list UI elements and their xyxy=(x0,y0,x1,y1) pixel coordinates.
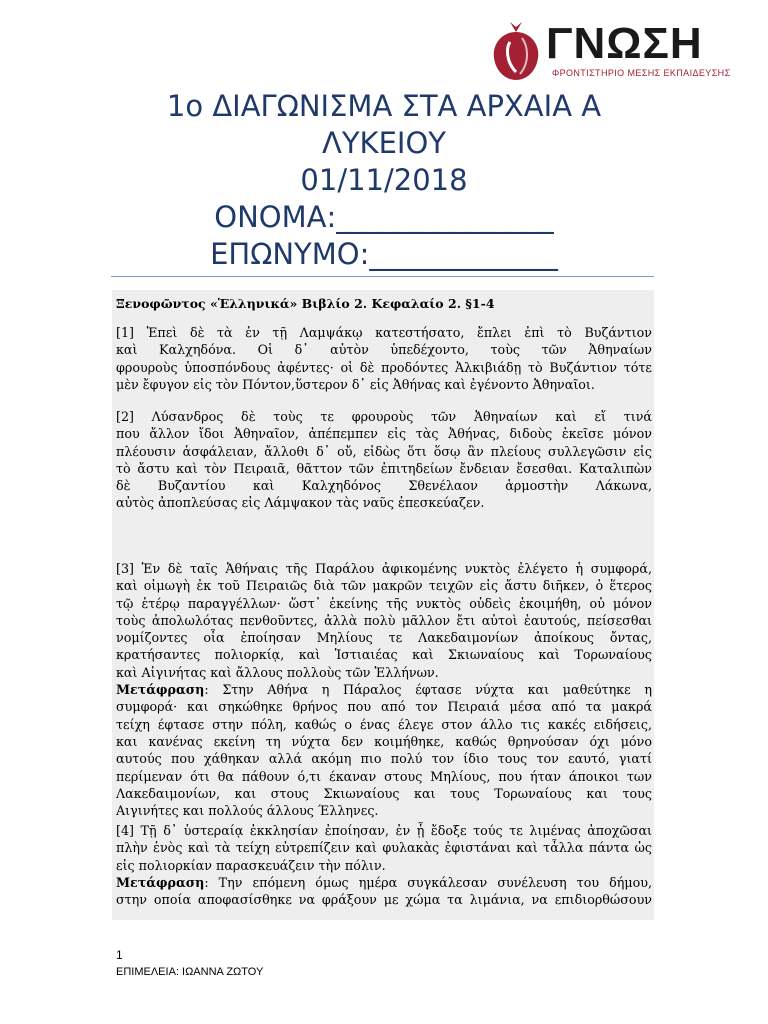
text-line: εἰς πολιορκίαν παρασκευάζειν τὴν πόλιν. xyxy=(116,857,386,873)
translation-label: Μετάφραση xyxy=(116,682,205,698)
paragraph-2 xyxy=(116,408,652,512)
text-line: δὲ Βυζαντίου καὶ Καλχηδόνος Σθενέλαον ἁρμοστὴν Λάκωνα, xyxy=(116,478,652,494)
text-line: τὸ ἄστυ καὶ τὸν Πειραιᾶ, θᾶττον τῶν ἐπιτηδείων ἔνδειαν ἔσεσθαι. Καταλιπὼν xyxy=(116,460,652,476)
source-heading: Ξενοφῶντος «Ἑλληνικά» Βιβλίο 2. Κεφαλαίο 2. §1-4 xyxy=(116,296,495,311)
title-divider xyxy=(111,276,654,277)
logo-name: ΓΝΩΣΗ xyxy=(546,19,703,68)
translation-line: τείχη έφτασε στην πόλη, καθώς ο ένας έλεγε στον άλλο τις κακές ειδήσεις, xyxy=(116,716,652,732)
surname-field-label: ΕΠΩΝΥΜΟ:_____________ xyxy=(210,237,558,271)
text-line: αὐτὸς ἀποπλεύσας εἰς Λάμψακον τὰς ναῦς ἐπεσκεύαζεν. xyxy=(116,495,485,511)
text-line: πλὴν ἑνὸς καὶ τὰ τείχη εὐτρεπίζειν καὶ φυλακὰς ἐφιστάναι καὶ τἆλλα πάντα ὡς xyxy=(116,840,652,856)
text-line: που ἄλλον ἴδοι Ἀθηναῖον, ἀπέπεμπεν εἰς τὰς Ἀθήνας, διδοὺς ἐκεῖσε μόνον xyxy=(116,426,652,442)
translation-line: και κανένας εκείνη τη νύχτα δεν κοιμήθηκε, καθώς θρηνούσαν όχι μόνο xyxy=(116,733,652,749)
text-line: καὶ οἰμωγὴ ἐκ τοῦ Πειραιῶς διὰ τῶν μακρῶν τειχῶν εἰς ἄστυ διῆκεν, ὁ ἕτερος xyxy=(116,578,652,594)
text-line: καὶ Αἰγινήτας καὶ ἄλλους πολλοὺς τῶν Ἑλλήνων. xyxy=(116,664,439,680)
translation-line: Αιγινήτες και πολλούς άλλους Έλληνες. xyxy=(116,803,379,819)
logo-subtitle: ΦΡΟΝΤΙΣΤΗΡΙΟ ΜΕΣΗΣ ΕΚΠΑΙΔΕΥΣΗΣ xyxy=(552,68,731,78)
paragraph-3 xyxy=(116,560,652,819)
text-line: καὶ Καλχηδόνα. Οἱ δ᾽ αὐτὸν ὑπεδέχοντο, τοὺς τῶν Ἀθηναίων xyxy=(116,342,652,358)
page-number: 1 xyxy=(116,948,123,962)
text-line: [3] Ἐν δὲ ταῖς Ἀθήναις τῆς Παράλου ἀφικομένης νυκτὸς ἐλέγετο ἡ συμφορά, xyxy=(116,561,652,576)
pomegranate-logo-icon xyxy=(486,18,546,84)
text-line: [1] Ἐπεὶ δὲ τὰ ἐν τῇ Λαμψάκῳ κατεστήσατο, ἔπλει ἐπὶ τὸ Βυζάντιον xyxy=(116,325,652,340)
editor-credit: ΕΠΙΜΕΛΕΙΑ: ΙΩΑΝΝΑ ΖΩΤΟΥ xyxy=(116,966,264,978)
translation-line: αυτούς που χάθηκαν αλλά ακόμη πιο πολύ τον ίδιο τους τον εαυτό, γιατί xyxy=(116,751,652,767)
translation-label: Μετάφραση xyxy=(116,874,205,890)
translation-line: στην οποία αποφασίσθηκε να φράξουν με χώμα τα λιμάνια, να επιδιορθώσουν xyxy=(116,892,652,908)
translation-line: περίμεναν ότι θα πάθουν ό,τι έκαναν στους Μηλίους, που ήταν άποικοι των xyxy=(116,768,652,784)
title-line-1: 1ο ΔΙΑΓΩΝΙΣΜΑ ΣΤΑ ΑΡΧΑΙΑ Α xyxy=(166,89,602,123)
text-line: νομίζοντες οἷα ἐποίησαν Μηλίους τε Λακεδαιμονίων ἀποίκους ὄντας, xyxy=(116,630,652,646)
text-line: φρουροὺς ὑποσπόνδους ἀφέντες· οἱ δὲ προδόντες Ἀλκιβιάδῃ τὸ Βυζάντιον τότε xyxy=(116,359,652,375)
title-date: 01/11/2018 xyxy=(300,163,468,197)
translation-line: συμφορά· και σηκώθηκε θρήνος που από τον Πειραιά μέσα από τα μακρά xyxy=(116,699,652,715)
text-line: κρατήσαντες πολιορκίᾳ, καὶ Ἱστιαιέας καὶ Σκιωναίους καὶ Τορωναίους xyxy=(116,647,652,663)
name-field-label: ΟΝΟΜΑ:_______________ xyxy=(214,200,554,234)
translation-line xyxy=(116,681,652,698)
translation-line: Λακεδαιμονίων, και στους Σκιωναίους και τους Τορωναίους και τους xyxy=(116,785,652,801)
translation-text: : Στην Αθήνα η Πάραλος έφτασε νύχτα και μαθεύτηκε η xyxy=(204,682,652,698)
gnosi-logo xyxy=(486,18,731,84)
title-line-2: ΛΥΚΕΙΟΥ xyxy=(322,126,446,160)
paragraph-4 xyxy=(116,822,652,908)
exam-title xyxy=(0,88,768,273)
text-line: [4] Τῇ δ᾽ ὑστεραίᾳ ἐκκλησίαν ἐποίησαν, ἐν ᾗ ἔδοξε τούς τε λιμένας ἀποχῶσαι xyxy=(116,823,652,838)
translation-text: : Την επόμενη όμως ημέρα συγκάλεσαν συνέλευση του δήμου, xyxy=(204,874,652,890)
text-line: τοὺς ἀπολωλότας πενθοῦντες, ἀλλὰ πολὺ μᾶλλον ἔτι αὐτοὶ ἑαυτούς, πείσεσθαι xyxy=(116,612,652,628)
translation-line xyxy=(116,874,652,891)
text-line: [2] Λύσανδρος δὲ τοὺς τε φρουροὺς τῶν Ἀθηναίων καὶ εἴ τινά xyxy=(116,409,652,424)
text-line: τῷ ἑτέρῳ παραγγέλλων· ὥστ᾽ ἐκείνης τῆς νυκτὸς οὐδεὶς ἐκοιμήθη, οὐ μόνον xyxy=(116,595,652,611)
text-line: πλέουσιν ἀσφάλειαν, ἄλλοθι δ᾽ οὔ, εἰδὼς ὅτι ὅσῳ ἂν πλείους συλλεγῶσιν εἰς xyxy=(116,443,652,459)
text-line: μὲν ἔφυγον εἰς τὸν Πόντον,ὕστερον δ᾽ εἰς Ἀθήνας καὶ ἐγένοντο Ἀθηναῖοι. xyxy=(116,376,595,392)
paragraph-1 xyxy=(116,324,652,393)
